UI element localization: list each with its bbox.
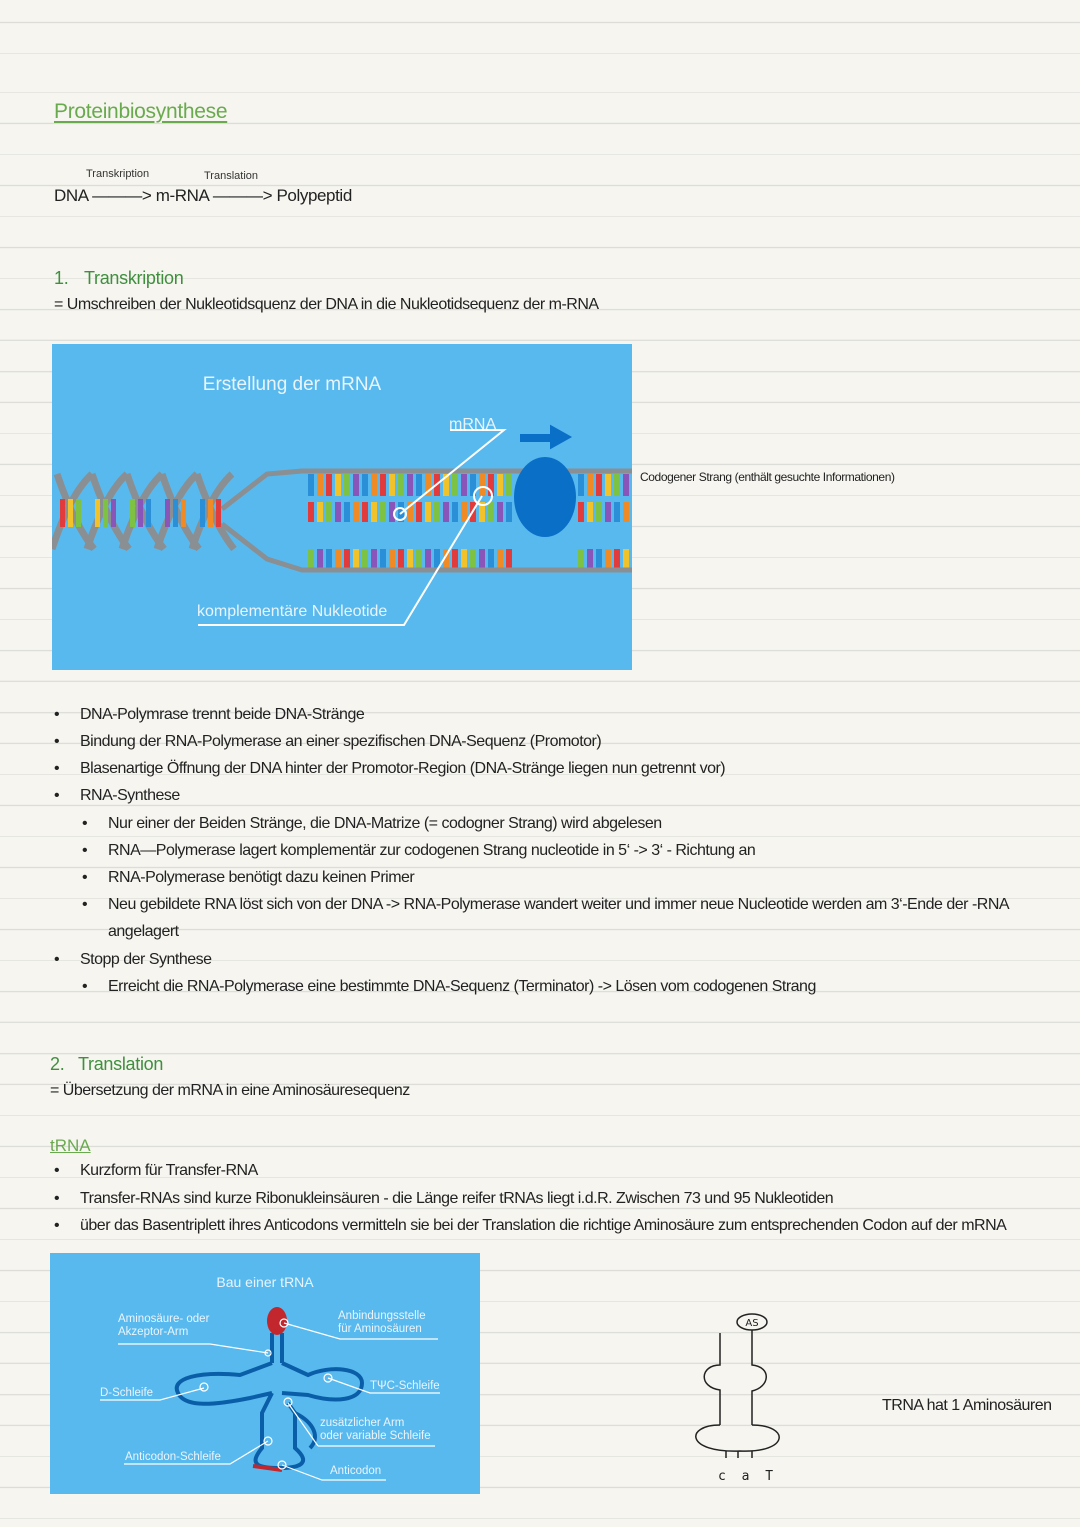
nucleotide xyxy=(596,502,602,522)
label-anticodon: Anticodon xyxy=(330,1465,382,1477)
nucleotide xyxy=(380,502,386,522)
base-pair xyxy=(216,499,221,527)
section-title: Transkription xyxy=(84,268,184,288)
list-item: • Stopp der Synthese xyxy=(54,951,212,968)
nucleotide xyxy=(461,502,467,522)
section-heading-transkription xyxy=(54,268,183,289)
nucleotide xyxy=(317,502,323,522)
label-bindung-2: für Aminosäuren xyxy=(338,1323,422,1335)
base-pair xyxy=(173,499,178,527)
base-pair xyxy=(181,499,186,527)
direction-arrow-icon xyxy=(522,428,568,446)
nucleotide xyxy=(488,502,494,522)
nucleotide xyxy=(614,502,620,522)
nucleotide xyxy=(317,474,323,496)
nucleotide xyxy=(380,474,386,496)
nucleotide xyxy=(497,502,503,522)
trna-heading: tRNA xyxy=(50,1136,91,1155)
base-pair xyxy=(165,499,170,527)
nucleotide xyxy=(371,502,377,522)
list-item: • über das Basentriplett ihres Anticodons vermitteln sie bei der Translation die richtige Aminosäure zum entsprechenden Codon auf der mRNA xyxy=(54,1217,1007,1234)
nucleotide xyxy=(425,502,431,522)
sketch-as-label: AS xyxy=(745,1318,759,1329)
base-pair xyxy=(200,499,205,527)
nucleotide xyxy=(605,474,611,496)
base-pair xyxy=(76,499,81,527)
nucleotide xyxy=(623,502,629,522)
nucleotide xyxy=(452,502,458,522)
nucleotide xyxy=(335,502,341,522)
separated-strands xyxy=(308,474,629,571)
section-number: 2. xyxy=(50,1054,65,1074)
nucleotide xyxy=(434,502,440,522)
nucleotide xyxy=(407,474,413,496)
dna-illustration xyxy=(52,344,632,670)
label-mrna: mRNA xyxy=(449,416,497,433)
page-title: Proteinbiosynthese xyxy=(54,100,228,123)
nucleotide xyxy=(479,474,485,496)
nucleotide xyxy=(344,502,350,522)
nucleotide xyxy=(335,474,341,496)
flow-label-translation: Translation xyxy=(204,170,259,182)
label-tpsic-schleife: TΨC-Schleife xyxy=(370,1380,440,1392)
list-item: • RNA—Polymerase lagert komplementär zur codogenen Strang nucleotide in 5‘ -> 3‘ - Richtung an xyxy=(82,842,756,859)
nucleotide xyxy=(605,502,611,522)
nucleotide xyxy=(353,502,359,522)
tpsic-loop xyxy=(282,1363,362,1399)
list-item: • Erreicht die RNA-Polymerase eine bestimmte DNA-Sequenz (Terminator) -> Lösen vom codogenen Strang xyxy=(82,978,816,995)
d-loop xyxy=(177,1363,272,1404)
label-akzeptor-1: Aminosäure- oder xyxy=(118,1313,210,1325)
trna-note: TRNA hat 1 Aminosäuren xyxy=(882,1397,1052,1414)
nucleotide xyxy=(506,474,512,496)
nucleotide xyxy=(326,502,332,522)
list-item: • RNA-Synthese xyxy=(54,787,180,804)
nucleotide xyxy=(587,502,593,522)
section-number: 1. xyxy=(54,268,69,288)
nucleotide xyxy=(308,474,314,496)
list-item: • Kurzform für Transfer-RNA xyxy=(54,1162,258,1179)
nucleotide xyxy=(587,474,593,496)
amino-acid-binding-site xyxy=(267,1307,287,1335)
list-item: • Bindung der RNA-Polymerase an einer spezifischen DNA-Sequenz (Promotor) xyxy=(54,733,602,750)
list-item: • RNA-Polymerase benötigt dazu keinen Primer xyxy=(82,869,415,886)
base-pair xyxy=(208,499,213,527)
nucleotide xyxy=(596,474,602,496)
nucleotide xyxy=(371,474,377,496)
dna-double-helix xyxy=(52,474,234,549)
trna-hand-sketch xyxy=(680,1305,810,1490)
base-pair xyxy=(111,499,116,527)
nucleotide xyxy=(362,502,368,522)
nucleotide xyxy=(416,474,422,496)
base-pair xyxy=(130,499,135,527)
section-title: Translation xyxy=(78,1054,164,1074)
flow-main-text: DNA ———> m-RNA ———> Polypeptid xyxy=(54,186,352,205)
nucleotide xyxy=(497,474,503,496)
figure-title: Erstellung der mRNA xyxy=(202,374,382,395)
nucleotide xyxy=(416,502,422,522)
label-komplementaere-nukleotide: komplementäre Nukleotide xyxy=(197,603,388,620)
nucleotide xyxy=(326,474,332,496)
leader-akzeptor xyxy=(118,1344,268,1353)
process-flow xyxy=(54,164,454,214)
list-item: • Blasenartige Öffnung der DNA hinter der Promotor-Region (DNA-Stränge liegen nun getrennt vor) xyxy=(54,760,726,777)
label-d-schleife: D-Schleife xyxy=(100,1387,154,1399)
nucleotide xyxy=(344,474,350,496)
label-zusatz-1: zusätzlicher Arm xyxy=(320,1417,405,1429)
definition-translation: = Übersetzung der mRNA in eine Aminosäuresequenz xyxy=(50,1082,410,1099)
nucleotide xyxy=(398,474,404,496)
label-bindung-1: Anbindungsstelle xyxy=(338,1310,426,1322)
nucleotide xyxy=(623,474,629,496)
base-pair xyxy=(146,499,151,527)
rna-polymerase xyxy=(514,457,576,537)
nucleotide xyxy=(614,474,620,496)
base-pair xyxy=(138,499,143,527)
base-pair xyxy=(68,499,73,527)
list-item-continuation: angelagert xyxy=(108,923,179,940)
label-anticodon-schleife: Anticodon-Schleife xyxy=(125,1451,221,1463)
nucleotide xyxy=(353,474,359,496)
list-item: • Neu gebildete RNA löst sich von der DNA -> RNA-Polymerase wandert weiter und immer neue Nucleotide werden am 3‘-Ende der -RNA xyxy=(82,896,1010,913)
nucleotide xyxy=(578,502,584,522)
nucleotide xyxy=(362,474,368,496)
nucleotide xyxy=(308,502,314,522)
anticodon-stem xyxy=(256,1393,304,1468)
label-zusatz-2: oder variable Schleife xyxy=(320,1430,431,1442)
trna-figure xyxy=(50,1253,480,1494)
nucleotide xyxy=(461,474,467,496)
label-akzeptor-2: Akzeptor-Arm xyxy=(118,1326,189,1338)
mrna-figure xyxy=(52,344,632,670)
list-item: • Nur einer der Beiden Stränge, die DNA-Matrize (= codogner Strang) wird abgelesen xyxy=(82,815,662,832)
list-item: • DNA-Polymrase trennt beide DNA-Stränge xyxy=(54,706,365,723)
acceptor-stem xyxy=(272,1333,282,1363)
nucleotide xyxy=(452,474,458,496)
figure-title: Bau einer tRNA xyxy=(216,1274,314,1290)
base-pair xyxy=(103,499,108,527)
nucleotide xyxy=(443,502,449,522)
trna-cloverleaf-illustration xyxy=(50,1253,480,1494)
codogener-strang-note: Codogener Strang (enthält gesuchte Informationen) xyxy=(640,470,895,484)
nucleotide xyxy=(506,502,512,522)
list-item: • Transfer-RNAs sind kurze Ribonukleinsäuren - die Länge reifer tRNAs liegt i.d.R. Zwischen 73 und 95 Nukleotiden xyxy=(54,1190,834,1207)
nucleotide xyxy=(389,474,395,496)
base-pair xyxy=(95,499,100,527)
base-pair xyxy=(60,499,65,527)
sketch-letters: c a T xyxy=(718,1469,778,1484)
nucleotide xyxy=(578,474,584,496)
definition-transkription: = Umschreiben der Nukleotidsquenz der DNA in die Nukleotidsequenz der m-RNA xyxy=(54,296,599,313)
section-heading-translation xyxy=(50,1054,163,1075)
flow-label-transkription: Transkription xyxy=(86,168,150,180)
